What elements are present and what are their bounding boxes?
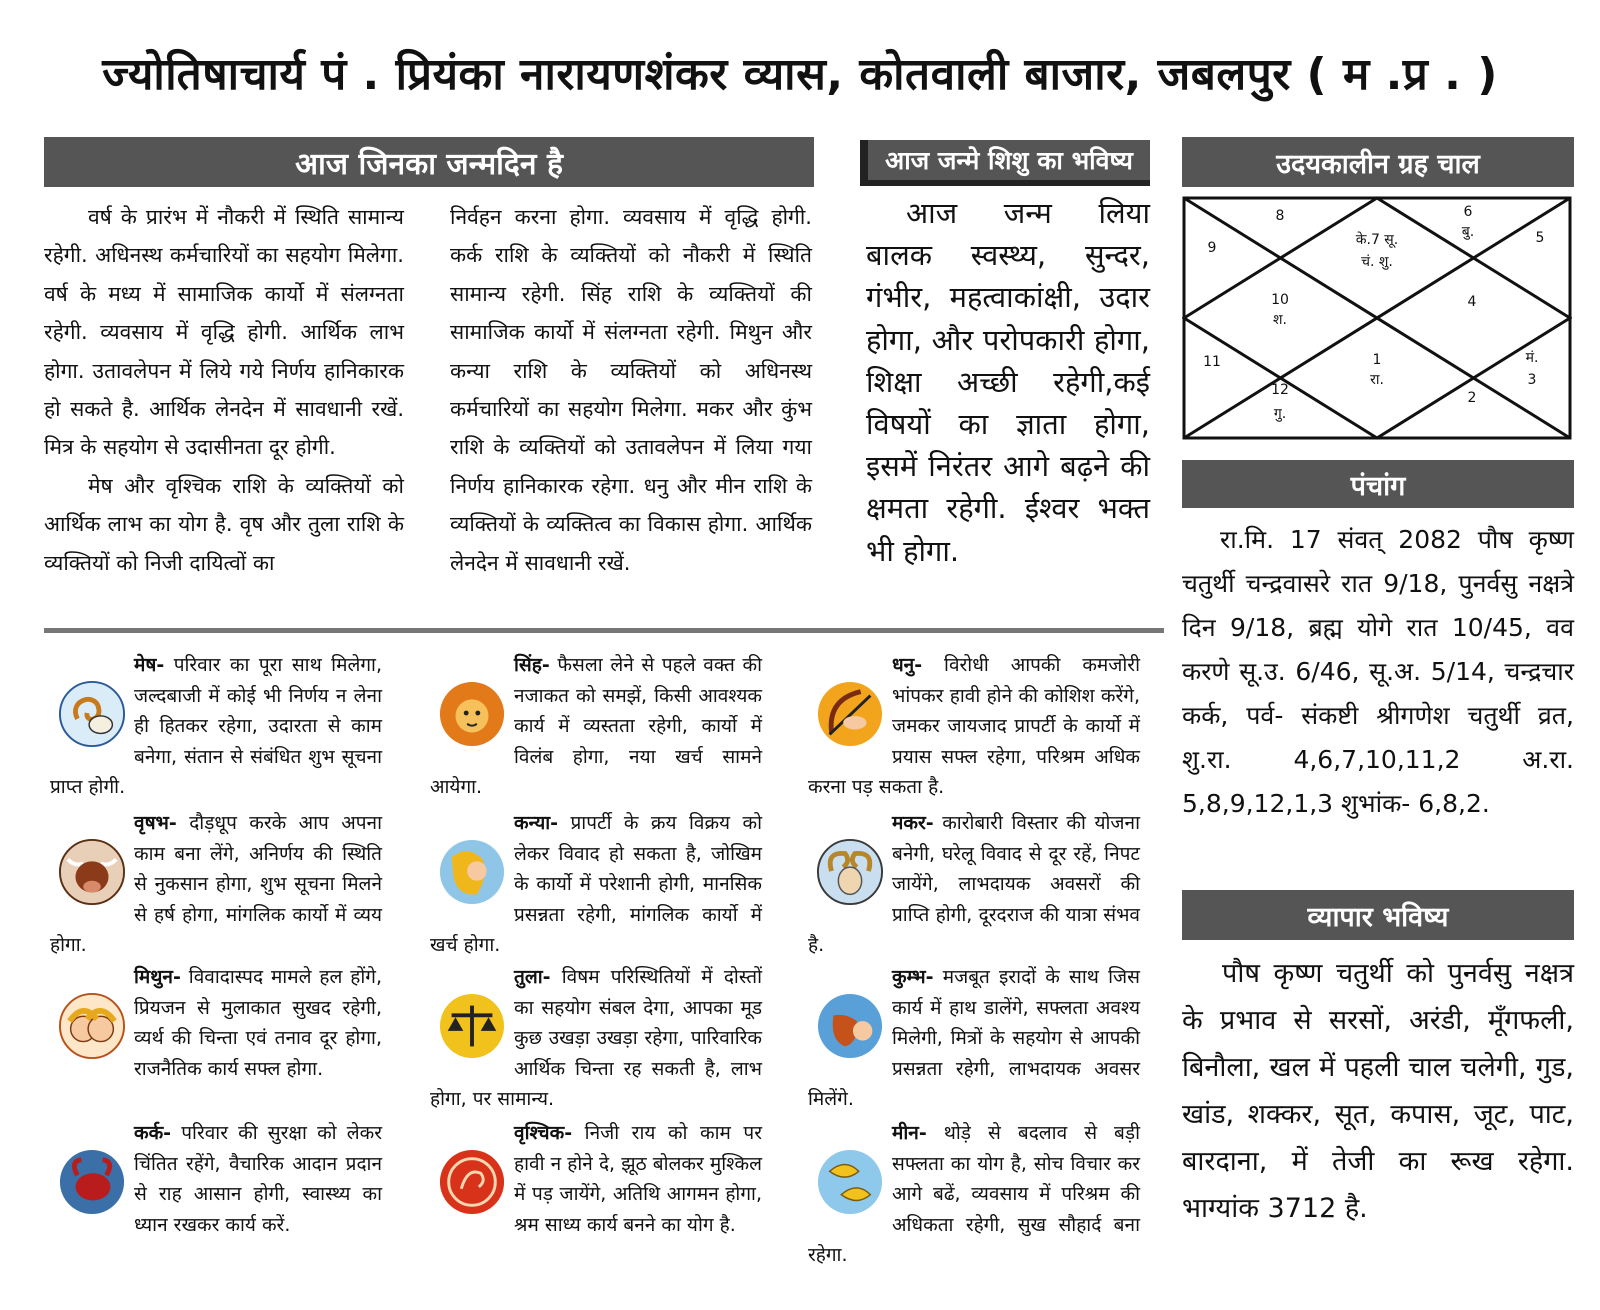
- rashi-text: निजी राय को काम पर हावी न होने दे, झूठ बोलकर मुश्किल में पड़ जायेंगे, अतिथि आगमन होगा, श्रम साध्य कार्य बनने का योग है.: [514, 1122, 762, 1236]
- twins-icon: [58, 992, 126, 1060]
- rashi-kanya: [430, 808, 762, 961]
- house-7-label: के.7 सू.: [1355, 232, 1399, 248]
- rashi-singh: [430, 650, 762, 803]
- rashi-tula: [430, 962, 762, 1115]
- house-1-planets: रा.: [1370, 372, 1384, 388]
- bull-icon: [58, 838, 126, 906]
- house-10-planets: श.: [1273, 312, 1287, 328]
- masthead-title: ज्योतिषाचार्य पं . प्रियंका नारायणशंकर व्यास, कोतवाली बाजार, जबलपुर ( म .प्र . ): [102, 49, 1498, 100]
- vyapar-heading: व्यापार भविष्य: [1182, 890, 1574, 940]
- lion-icon: [438, 680, 506, 748]
- rashi-text: विषम परिस्थितियों में दोस्तों का सहयोग संबल देगा, आपका मूड कुछ उखड़ा उखड़ा रहेगा, पारिवारिक आर्थिक चिन्ता रह सकती है, लाभ होगा, पर सामान्य.: [430, 966, 762, 1111]
- crab-icon: [58, 1148, 126, 1216]
- rashi-name: मीन-: [892, 1122, 927, 1144]
- archer-icon: [816, 680, 884, 748]
- birthday-paragraph: वर्ष के प्रारंभ में नौकरी में स्थिति सामान्य रहेगी. अधिनस्थ कर्मचारियों का सहयोग मिलेगा. वर्ष के मध्य में सामाजिक कार्यो में संलग्नता रहेगी. व्यवसाय में वृद्धि होगी. आर्थिक लाभ होगा. उतावलेपन में लिये गये निर्णय हानिकारक हो सकते है. आर्थिक लेनदेन में सावधानी रखें. मित्र के सहयोग से उदासीनता दूर होगी.: [44, 205, 404, 460]
- house-8-label: 8: [1275, 208, 1285, 224]
- rashi-text: दौड़धूप करके आप अपना काम बना लेंगे, अनिर्णय की स्थिति से नुकसान होगा, शुभ सूचना मिलने से हर्ष होगा, मांगलिक कार्यो में व्यय होगा.: [50, 812, 382, 957]
- house-2-label: 2: [1467, 390, 1477, 406]
- rashi-name: सिंह-: [514, 654, 550, 676]
- maiden-icon: [438, 838, 506, 906]
- section-divider: [44, 628, 1164, 633]
- house-7-planets: चं. शु.: [1361, 254, 1393, 270]
- rashi-vrishchik: [430, 1118, 762, 1240]
- panchang-heading: पंचांग: [1182, 460, 1574, 508]
- house-9-label: 9: [1207, 240, 1217, 256]
- shishu-text-block: [866, 192, 1150, 572]
- scales-icon: [438, 992, 506, 1060]
- house-6-label: 6: [1463, 204, 1473, 220]
- birthday-column-2: [450, 198, 812, 582]
- graha-kundli-chart: [1182, 196, 1572, 440]
- rashi-text: थोड़े से बदलाव से बड़ी सफ्लता का योग है, सोच विचार कर आगे बढें, व्यवसाय में परिश्रम की अधिकता रहेगी, सुख सौहार्द बना रहेगा.: [808, 1122, 1140, 1267]
- birthday-column-1: [44, 198, 404, 582]
- rashi-name: कन्या-: [514, 812, 559, 834]
- rashi-meen: [808, 1118, 1140, 1271]
- rashi-text: मजबूत इरादों के साथ जिस कार्य में हाथ डालेंगे, सफ्लता अवश्य मिलेगी, मित्रों के सहयोग से आपकी प्रसन्नता रहेगी, लाभदायक अवसर मिलेंगे.: [808, 966, 1140, 1111]
- rashi-makar: [808, 808, 1140, 961]
- water-pot-icon: [816, 992, 884, 1060]
- rashi-text: परिवार का पूरा साथ मिलेगा, जल्दबाजी में कोई भी निर्णय न लेना ही हितकर रहेगा, उदारता से काम बनेगा, संतान से संबंधित शुभ सूचना प्राप्त होगी.: [50, 654, 383, 799]
- vyapar-text-block: [1182, 950, 1574, 1232]
- house-5-label: 5: [1535, 230, 1545, 246]
- rashi-name: तुला-: [514, 966, 551, 988]
- vyapar-paragraph: पौष कृष्ण चतुर्थी को पुनर्वसु नक्षत्र के प्रभाव से सरसों, अरंडी, मूँगफली, बिनौला, खल में पहली चाल चलेगी, गुड, खांड, शक्कर, सूत, कपास, जूट, पाट, बारदाना, में तेजी का रूख रहेगा. भाग्यांक 3712 है.: [1182, 958, 1574, 1224]
- rashi-mithun: [50, 962, 382, 1084]
- house-4-label: 4: [1467, 294, 1477, 310]
- house-11-label: 11: [1203, 354, 1221, 370]
- graha-heading: उदयकालीन ग्रह चाल: [1182, 137, 1574, 187]
- house-3-label: 3: [1527, 372, 1537, 388]
- rashi-text: परिवार की सुरक्षा को लेकर चिंतित रहेंगे, वैचारिक आदान प्रदान से राह आसान होगी, स्वास्थ्य का ध्यान रखकर कार्य करें.: [134, 1122, 382, 1236]
- rashi-name: वृषभ-: [134, 812, 177, 834]
- capricorn-icon: [816, 838, 884, 906]
- birthday-paragraph: निर्वहन करना होगा. व्यवसाय में वृद्धि होगी. कर्क राशि के व्यक्तियों को नौकरी में स्थिति सामान्य रहेगी. सिंह राशि के व्यक्तियों की सामाजिक कार्यो में संलग्नता रहेगी. मिथुन और कन्या राशि के व्यक्तियों को अधिनस्थ कर्मचारियों का सहयोग मिलेगा. मकर और कुंभ राशि के व्यक्तियों को उतावलेपन में लिया गया निर्णय हानिकारक रहेगा. धनु और मीन राशि के व्यक्तियों के व्यक्तित्व का विकास होगा. आर्थिक लेनदेन में सावधानी रखें.: [450, 205, 812, 575]
- house-6-planets: बु.: [1461, 224, 1475, 240]
- rashi-kumbh: [808, 962, 1140, 1115]
- house-1-label: 1: [1372, 352, 1382, 368]
- rashi-name: मकर-: [892, 812, 934, 834]
- shishu-heading: आज जन्मे शिशु का भविष्य: [860, 140, 1150, 186]
- rashi-name: मिथुन-: [134, 966, 181, 988]
- birthday-paragraph: मेष और वृश्चिक राशि के व्यक्तियों को आर्थिक लाभ का योग है. वृष और तुला राशि के व्यक्तियों को निजी दायित्वों का: [44, 473, 404, 575]
- house-3-planets: मं.: [1525, 350, 1539, 366]
- house-12-label: 12: [1271, 382, 1289, 398]
- rashi-vrishabh: [50, 808, 382, 961]
- rashi-text: विवादास्पद मामले हल होंगे, प्रियजन से मुलाकात सुखद रहेगी, व्यर्थ की चिन्ता एवं तनाव दूर होगा, राजनैतिक कार्य सफ्ल होगा.: [134, 966, 382, 1080]
- rashi-mesh: [50, 650, 382, 803]
- rashi-name: कर्क-: [134, 1122, 172, 1144]
- rashi-text: फैसला लेने से पहले वक्त की नजाकत को समझें, किसी आवश्यक कार्य में व्यस्तता रहेगी, कार्यो में विलंब होगा, नया खर्च सामने आयेगा.: [430, 654, 762, 799]
- rashi-text: कारोबारी विस्तार की योजना बनेगी, घरेलू विवाद से दूर रहें, निपट जायेंगे, लाभदायक अवसरों की प्राप्ति होगी, दूरदराज की यात्रा संभव है.: [808, 812, 1140, 957]
- rashi-name: धनु-: [892, 654, 923, 676]
- fish-icon: [816, 1148, 884, 1216]
- scorpion-icon: [438, 1148, 506, 1216]
- rashi-name: कुम्भ-: [892, 966, 934, 988]
- ram-icon: [58, 680, 126, 748]
- house-12-planets: गु.: [1273, 406, 1287, 422]
- rashi-dhanu: [808, 650, 1140, 803]
- house-10-label: 10: [1271, 292, 1289, 308]
- panchang-text-block: [1182, 518, 1574, 826]
- shishu-paragraph: आज जन्म लिया बालक स्वस्थ्य, सुन्दर, गंभीर, महत्वाकांक्षी, उदार होगा, और परोपकारी होगा, शिक्षा अच्छी रहेगी,कई विषयों का ज्ञाता होगा, इसमें निरंतर आगे बढ़ने की क्षमता रहेगी. ईश्वर भक्त भी होगा.: [866, 196, 1150, 568]
- rashi-text: विरोधी आपकी कमजोरी भांपकर हावी होने की कोशिश करेंगे, जमकर जायजाद प्रापर्टी के कार्यो में प्रयास सफ्ल रहेगा, परिश्रम अधिक करना पड़ सकता है.: [808, 654, 1140, 799]
- rashi-name: मेष-: [134, 654, 165, 676]
- rashi-name: वृश्चिक-: [514, 1122, 573, 1144]
- birthday-heading: आज जिनका जन्मदिन है: [44, 137, 814, 187]
- rashi-text: प्रापर्टी के क्रय विक्रय को लेकर विवाद हो सकता है, जोखिम के कार्यो में परेशानी होगी, मानसिक प्रसन्नता रहेगी, मांगलिक कार्यो में खर्च होगा.: [430, 812, 762, 957]
- rashi-kark: [50, 1118, 382, 1240]
- panchang-paragraph: रा.मि. 17 संवत् 2082 पौष कृष्ण चतुर्थी चन्द्रवासरे रात 9/18, पुनर्वसु नक्षत्रे दिन 9/18, ब्रह्म योगे रात 10/45, वव करणे सू.उ. 6/46, सू.अ. 5/14, चन्द्रचार कर्क, पर्व- संकष्टी श्रीगणेश चतुर्थी व्रत, शु.रा. 4,6,7,10,11,2 अ.रा. 5,8,9,12,1,3 शुभांक- 6,8,2.: [1182, 525, 1574, 818]
